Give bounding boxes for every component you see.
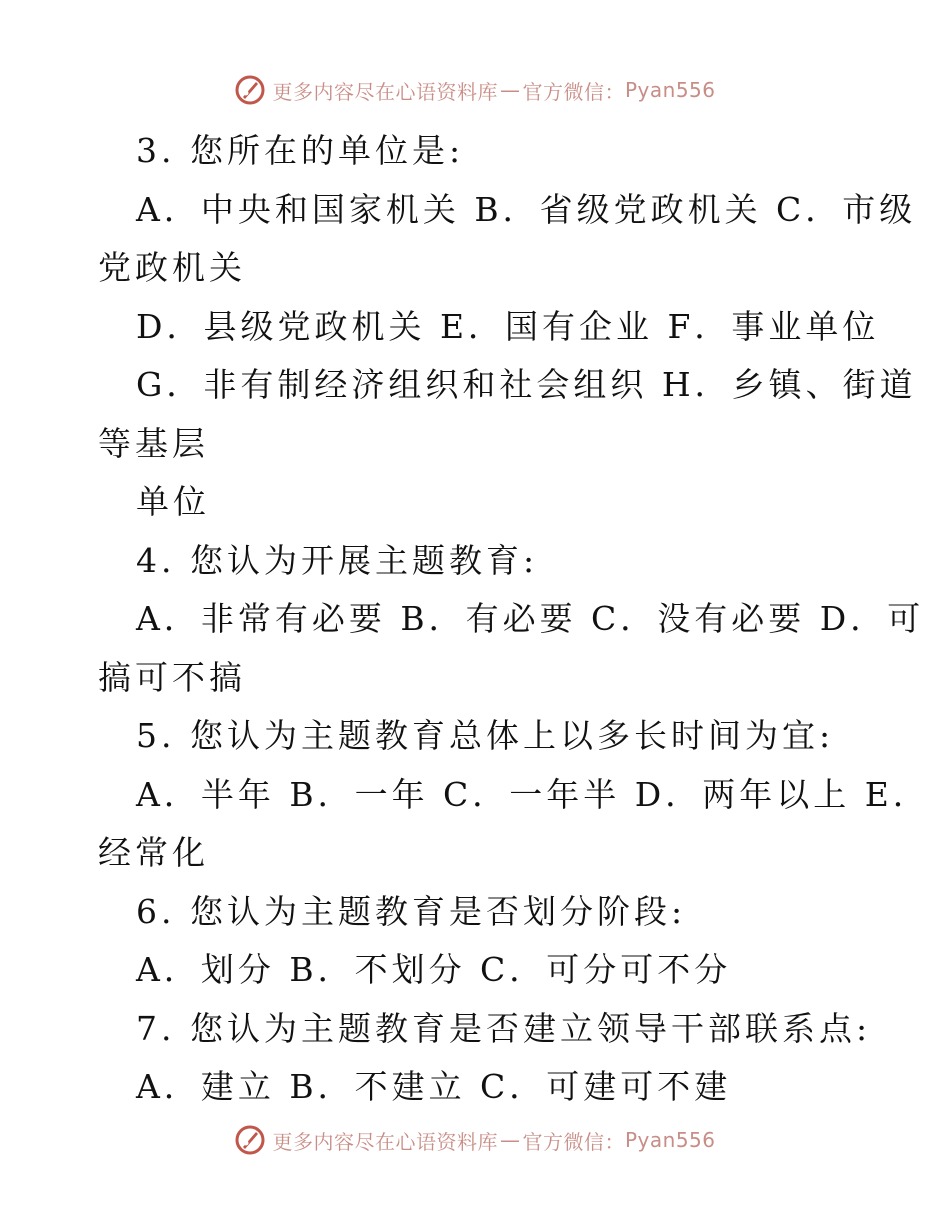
- question-5-options-line-2: 经常化: [98, 833, 209, 872]
- watermark-footer: [0, 1120, 950, 1160]
- question-3-options-line-1: A．中央和国家机关 B．省级党政机关 C．市级: [136, 189, 917, 229]
- watermark-header: [0, 70, 950, 110]
- watermark-text: 更多内容尽在心语资料库: [272, 1129, 498, 1154]
- question-7-options: A．建立 B．不建立 C．可建可不建: [136, 1067, 732, 1106]
- question-3-options-line-4: G．非有制经济组织和社会组织 H．乡镇、街道: [136, 365, 917, 404]
- watermark-text: 更多内容尽在心语资料库: [272, 79, 498, 104]
- watermark-separator: —: [499, 1128, 521, 1152]
- watermark-official: 官方微信：: [522, 79, 625, 104]
- quill-logo-icon: [234, 74, 266, 106]
- document-body: [98, 122, 930, 1117]
- question-3: 3. 您所在的单位是:: [136, 131, 465, 170]
- question-3-options-line-6: 单位: [136, 482, 210, 521]
- question-7: 7. 您认为主题教育是否建立领导干部联系点:: [136, 1008, 872, 1048]
- watermark-id: Pyan556: [624, 78, 716, 102]
- quill-logo-icon: [234, 1124, 266, 1156]
- question-5-options-line-1: A．半年 B．一年 C．一年半 D．两年以上 E．: [136, 774, 930, 814]
- question-4-options-line-1: A．非常有必要 B．有必要 C．没有必要 D．可: [136, 599, 925, 638]
- question-6: 6. 您认为主题教育是否划分阶段:: [136, 891, 687, 931]
- question-4-options-line-2: 搞可不搞: [98, 657, 246, 697]
- question-3-options-line-5: 等基层: [98, 423, 209, 463]
- question-5: 5. 您认为主题教育总体上以多长时间为宜:: [136, 716, 835, 755]
- watermark-official: 官方微信：: [522, 1129, 625, 1154]
- question-3-options-line-2: 党政机关: [98, 248, 246, 287]
- question-6-options: A．划分 B．不划分 C．可分可不分: [136, 950, 732, 989]
- watermark-separator: —: [499, 78, 521, 102]
- watermark-id: Pyan556: [624, 1128, 716, 1152]
- question-3-options-line-3: D．县级党政机关 E．国有企业 F．事业单位: [136, 306, 880, 346]
- question-4: 4. 您认为开展主题教育:: [136, 540, 539, 580]
